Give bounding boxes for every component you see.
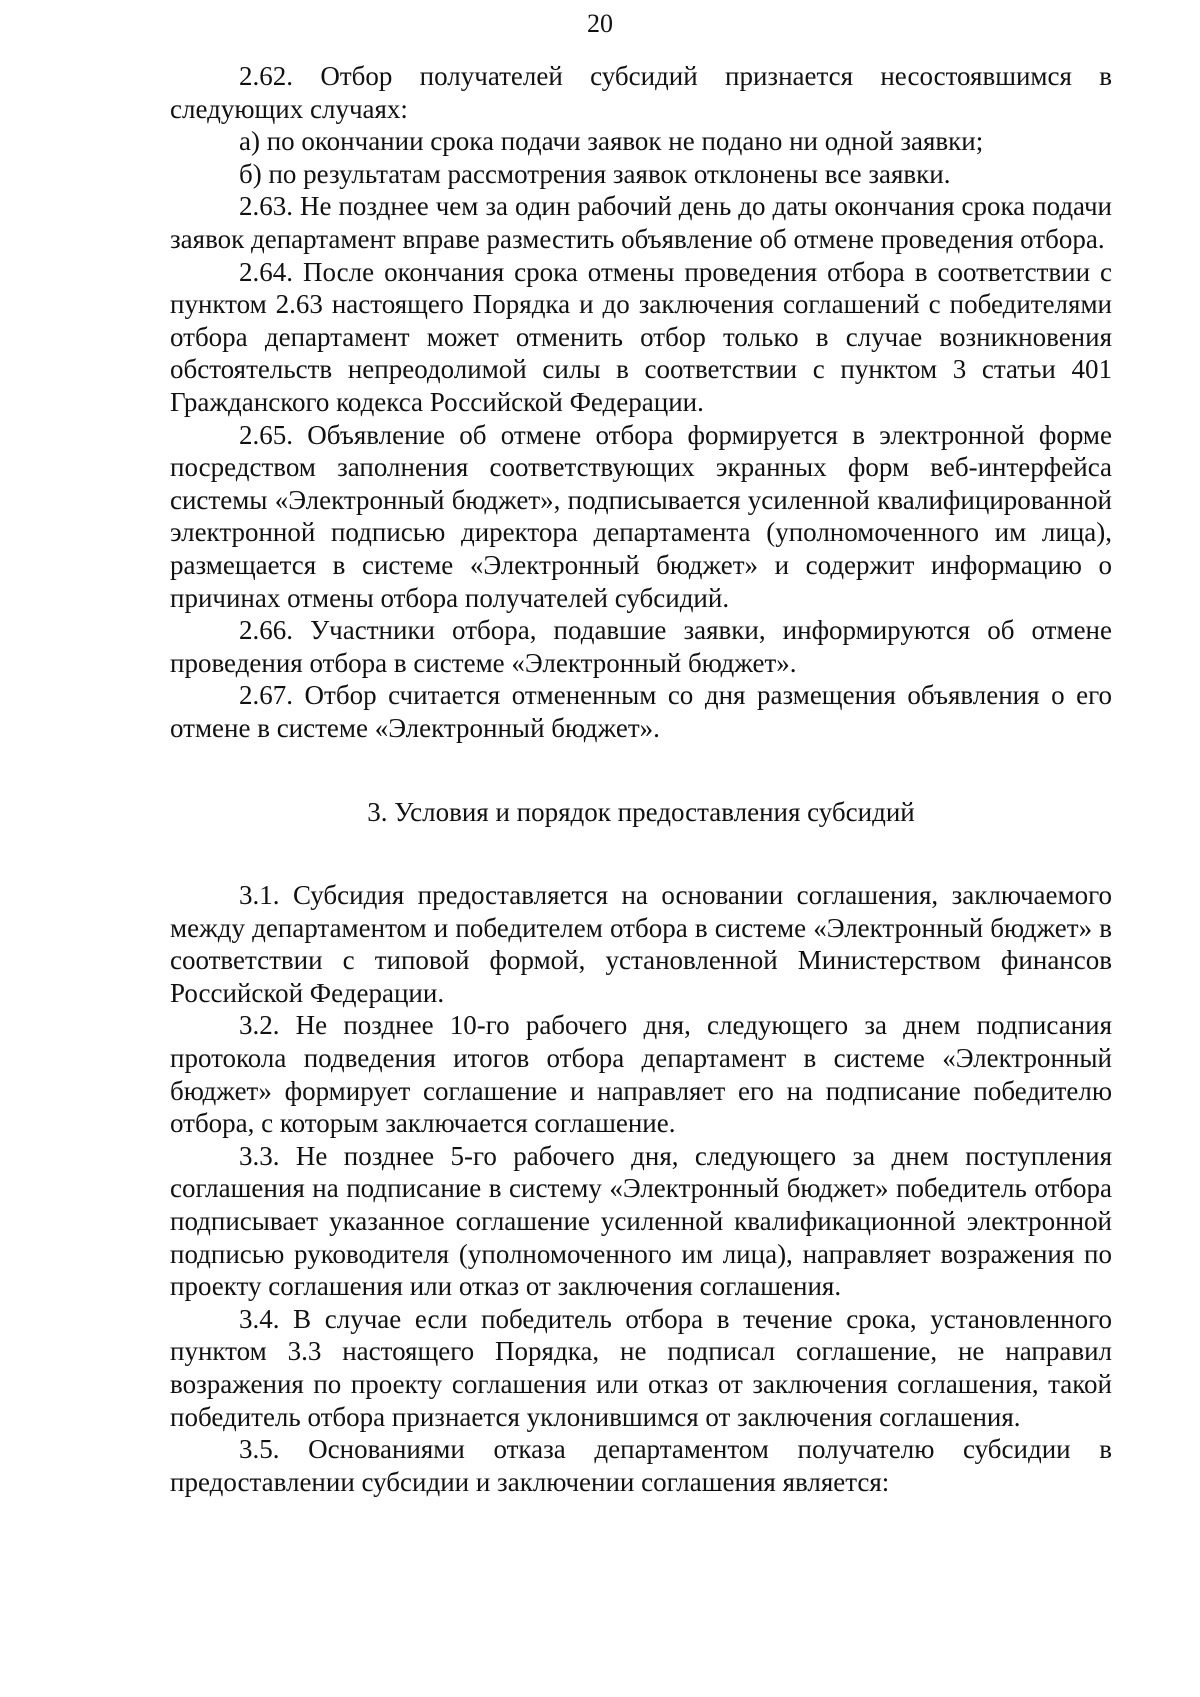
- paragraph-3-1: 3.1. Субсидия предоставляется на основании соглашения, заключаемого между департаментом и победителем отбора в системе «Электронный бюджет» в соответствии с типовой формой, установленной Министерством финансов Российской Федерации.: [170, 880, 1112, 1008]
- paragraph-2-62: 2.62. Отбор получателей субсидий признается несостоявшимся в следующих случаях:: [170, 61, 1112, 124]
- document-body: [170, 60, 1112, 1498]
- paragraph-3-2: 3.2. Не позднее 10-го рабочего дня, следующего за днем подписания протокола подведения итогов отбора департамент в системе «Электронный бюджет» формирует соглашение и направляет его на подписание победителю отбора, с которым заключается соглашение.: [170, 1010, 1112, 1139]
- paragraph-3-3: 3.3. Не позднее 5-го рабочего дня, следующего за днем поступления соглашения на подписание в систему «Электронный бюджет» победитель отбора подписывает указанное соглашение усиленной квалификационной электронной подписью руководителя (уполномоченного им лица), направляет возражения по проекту соглашения или отказ от заключения соглашения.: [170, 1140, 1112, 1302]
- paragraph-2-66: 2.66. Участники отбора, подавшие заявки, информируются об отмене проведения отбора в системе «Электронный бюджет».: [170, 615, 1112, 678]
- paragraph-3-5: 3.5. Основаниями отказа департаментом получателю субсидии в предоставлении субсидии и заключении соглашения является:: [170, 1434, 1112, 1497]
- paragraph-2-67: 2.67. Отбор считается отмененным со дня размещения объявления о его отмене в системе «Электронный бюджет».: [170, 680, 1112, 743]
- paragraph-2-65: 2.65. Объявление об отмене отбора формируется в электронной форме посредством заполнения соответствующих экранных форм веб-интерфейса системы «Электронный бюджет», подписывается усиленной квалифицированной электронной подписью директора департамента (уполномоченного им лица), размещается в системе «Электронный бюджет» и содержит информацию о причинах отмены отбора получателей субсидий.: [170, 419, 1112, 613]
- list-item-b: б) по результатам рассмотрения заявок отклонены все заявки.: [239, 158, 951, 189]
- list-item-a: а) по окончании срока подачи заявок не подано ни одной заявки;: [239, 126, 984, 157]
- page-number: 20: [587, 9, 613, 38]
- paragraph-2-64: 2.64. После окончания срока отмены проведения отбора в соответствии с пунктом 2.63 настоящего Порядка и до заключения соглашений с победителями отбора департамент может отменить отбор только в случае возникновения обстоятельств непреодолимой силы в соответствии с пунктом 3 статьи 401 Гражданского кодекса Российской Федерации.: [170, 256, 1112, 417]
- paragraph-3-4: 3.4. В случае если победитель отбора в течение срока, установленного пунктом 3.3 настоящего Порядка, не подписал соглашение, не направил возражения по проекту соглашения или отказ от заключения соглашения, такой победитель отбора признается уклонившимся от заключения соглашения.: [170, 1303, 1112, 1432]
- paragraph-2-63: 2.63. Не позднее чем за один рабочий день до даты окончания срока подачи заявок департамент вправе разместить объявление об отмене проведения отбора.: [170, 191, 1112, 254]
- section-heading: 3. Условия и порядок предоставления субсидий: [367, 797, 915, 828]
